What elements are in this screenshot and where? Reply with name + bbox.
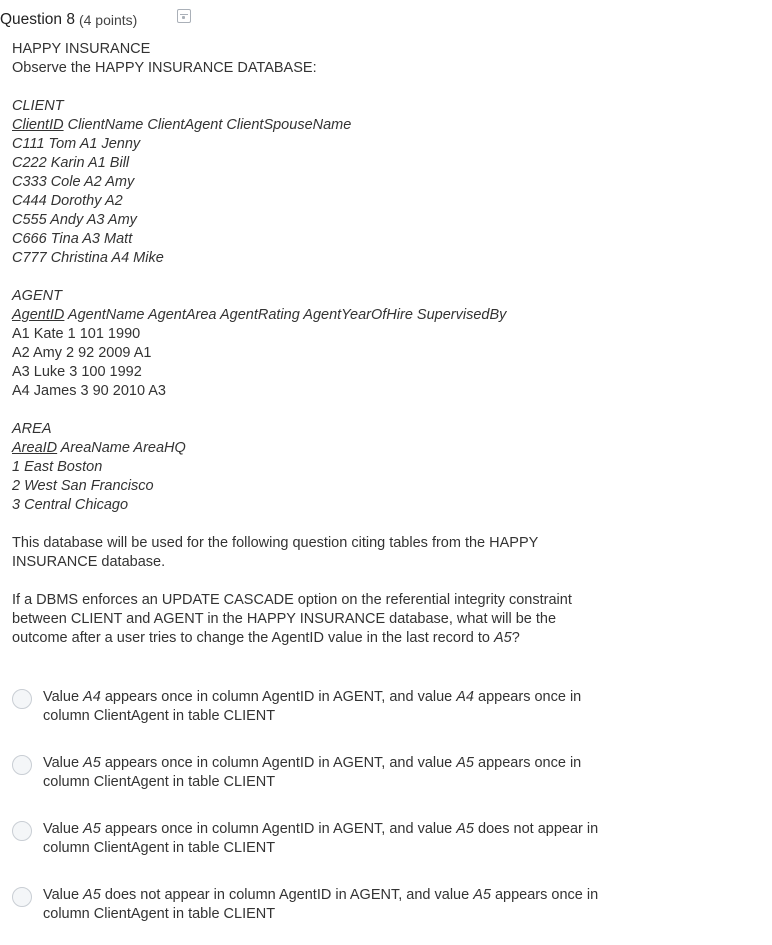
database-note: This database will be used for the following question citing tables from the HAPPY INSURANCE database. [12,535,539,570]
option-text: Value A5 does not appear in column AgentID in AGENT, and value A5 appears once in column ClientAgent in table CLIENT [43,887,599,922]
database-title: HAPPY INSURANCE [12,41,151,57]
agent-row: A4 James 3 90 2010 A3 [12,383,166,399]
client-row: C666 Tina A3 Matt [12,231,133,247]
question-title: Question 8 [0,11,75,28]
client-row: C222 Karin A1 Bill [12,155,130,171]
client-table-header [12,116,622,135]
client-columns: ClientName ClientAgent ClientSpouseName [63,117,352,133]
option-text: Value A4 appears once in column AgentID in AGENT, and value A4 appears once in column ClientAgent in table CLIENT [43,689,582,724]
area-row: 2 West San Francisco [12,478,154,494]
agent-row: A1 Kate 1 101 1990 [12,326,141,342]
client-row: C555 Andy A3 Amy [12,212,137,228]
area-table-header [12,439,622,458]
radio-button[interactable] [12,821,32,841]
radio-button[interactable] [12,689,32,709]
option-text: Value A5 appears once in column AgentID in AGENT, and value A5 does not appear in column ClientAgent in table CLIENT [43,821,599,856]
agent-columns: AgentName AgentArea AgentRating AgentYearOfHire SupervisedBy [64,307,507,323]
prompt-end: ? [511,630,520,646]
client-row: C444 Dorothy A2 [12,193,123,209]
client-table-name: CLIENT [12,98,64,114]
agent-row: A3 Luke 3 100 1992 [12,364,142,380]
prompt-value: A5 [494,630,512,646]
area-key: AreaID [12,440,58,456]
question-prompt [12,591,612,648]
agent-table-name: AGENT [12,288,62,304]
agent-table-header [12,306,622,325]
radio-button[interactable] [12,887,32,907]
area-row: 3 Central Chicago [12,497,129,513]
prompt-text: If a DBMS enforces an UPDATE CASCADE option on the referential integrity constraint between CLIENT and AGENT in the HAPPY INSURANCE database, what will be the outcome after a user tries to change the AgentID value in the last record to [12,592,572,646]
answer-option-2[interactable] [12,754,603,792]
radio-button[interactable] [12,755,32,775]
option-text: Value A5 appears once in column AgentID in AGENT, and value A5 appears once in column ClientAgent in table CLIENT [43,755,582,790]
client-row: C111 Tom A1 Jenny [12,136,141,152]
intro-text: Observe the HAPPY INSURANCE DATABASE: [12,60,317,76]
agent-key: AgentID [12,307,65,323]
client-row: C777 Christina A4 Mike [12,250,164,266]
client-table [12,97,622,268]
question-points: (4 points) [78,12,138,28]
client-row: C333 Cole A2 Amy [12,174,135,190]
agent-row: A2 Amy 2 92 2009 A1 [12,345,152,361]
answer-option-3[interactable] [12,820,603,858]
client-key: ClientID [12,117,64,133]
agent-table [12,287,622,401]
area-columns: AreaName AreaHQ [57,440,186,456]
question-body [12,40,622,648]
answer-option-4[interactable] [12,886,603,924]
answer-option-1[interactable] [12,688,603,726]
save-icon[interactable] [177,9,191,23]
question-header [0,9,137,31]
area-row: 1 East Boston [12,459,103,475]
area-table [12,420,622,515]
area-table-name: AREA [12,421,52,437]
